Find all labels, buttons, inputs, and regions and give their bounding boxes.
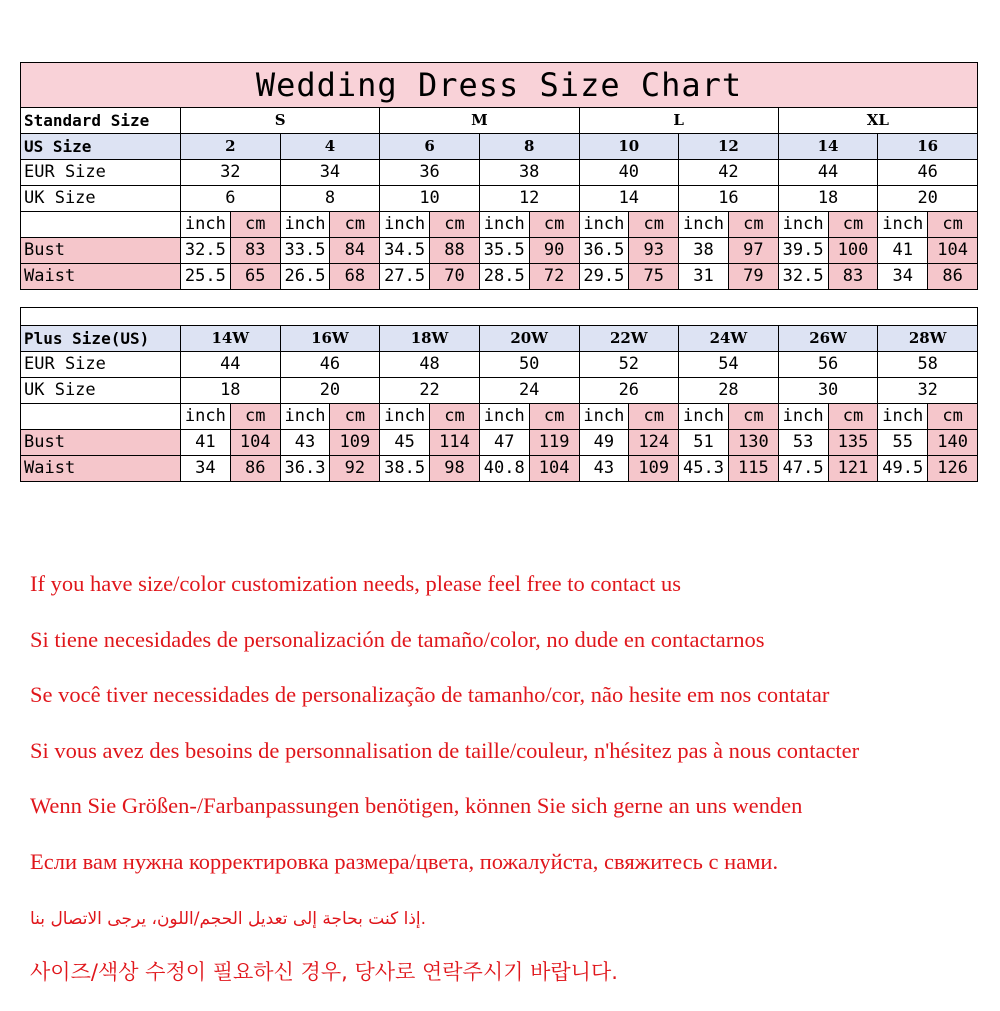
waist-value-cell: 86 xyxy=(230,456,280,482)
bust-label: Bust xyxy=(21,430,181,456)
uk-size-cell: 26 xyxy=(579,378,679,404)
unit-cm-cell: cm xyxy=(928,404,978,430)
waist-value-cell: 31 xyxy=(679,264,729,290)
waist-value-cell: 28.5 xyxy=(479,264,529,290)
waist-value-cell: 25.5 xyxy=(181,264,231,290)
bust-value-cell: 35.5 xyxy=(479,238,529,264)
waist-value-cell: 38.5 xyxy=(380,456,430,482)
us-size-cell: 10 xyxy=(579,134,679,160)
us-size-cell: 2 xyxy=(181,134,281,160)
bust-value-cell: 119 xyxy=(529,430,579,456)
waist-value-cell: 83 xyxy=(828,264,878,290)
waist-value-cell: 86 xyxy=(928,264,978,290)
waist-value-cell: 47.5 xyxy=(778,456,828,482)
unit-cm-cell: cm xyxy=(529,404,579,430)
unit-inch-cell: inch xyxy=(280,212,330,238)
waist-value-cell: 34 xyxy=(878,264,928,290)
eur-size-cell: 54 xyxy=(679,352,779,378)
us-size-cell: 12 xyxy=(679,134,779,160)
eur-size-label: EUR Size xyxy=(21,352,181,378)
us-size-cell: 6 xyxy=(380,134,480,160)
unit-inch-cell: inch xyxy=(181,212,231,238)
us-size-cell: 4 xyxy=(280,134,380,160)
uk-size-cell: 32 xyxy=(878,378,978,404)
unit-cm-cell: cm xyxy=(529,212,579,238)
unit-inch-cell: inch xyxy=(679,212,729,238)
unit-inch-cell: inch xyxy=(878,404,928,430)
uk-size-cell: 8 xyxy=(280,186,380,212)
bust-value-cell: 114 xyxy=(430,430,480,456)
bust-value-cell: 135 xyxy=(828,430,878,456)
eur-size-cell: 34 xyxy=(280,160,380,186)
unit-row-blank xyxy=(21,404,181,430)
eur-size-cell: 46 xyxy=(878,160,978,186)
unit-cm-cell: cm xyxy=(728,404,778,430)
bust-value-cell: 109 xyxy=(330,430,380,456)
unit-cm-cell: cm xyxy=(230,212,280,238)
plus-size-cell: 18W xyxy=(380,326,480,352)
bust-row xyxy=(21,430,978,456)
note-korean: 사이즈/색상 수정이 필요하신 경우, 당사로 연락주시기 바랍니다. xyxy=(30,960,618,985)
waist-value-cell: 126 xyxy=(928,456,978,482)
us-size-cell: 14 xyxy=(778,134,878,160)
unit-cm-cell: cm xyxy=(430,404,480,430)
eur-size-cell: 44 xyxy=(181,352,281,378)
uk-size-cell: 20 xyxy=(878,186,978,212)
waist-value-cell: 98 xyxy=(430,456,480,482)
unit-row-blank xyxy=(21,212,181,238)
unit-cm-cell: cm xyxy=(629,212,679,238)
waist-value-cell: 29.5 xyxy=(579,264,629,290)
waist-value-cell: 34 xyxy=(181,456,231,482)
uk-size-row xyxy=(21,378,978,404)
bust-value-cell: 51 xyxy=(679,430,729,456)
unit-inch-cell: inch xyxy=(380,212,430,238)
unit-cm-cell: cm xyxy=(828,212,878,238)
unit-cm-cell: cm xyxy=(230,404,280,430)
note-german: Wenn Sie Größen-/Farbanpassungen benötigen, können Sie sich gerne an uns wenden xyxy=(30,793,803,819)
uk-size-cell: 20 xyxy=(280,378,380,404)
bust-label: Bust xyxy=(21,238,181,264)
unit-cm-cell: cm xyxy=(330,212,380,238)
unit-inch-cell: inch xyxy=(778,404,828,430)
plus-size-cell: 20W xyxy=(479,326,579,352)
uk-size-cell: 18 xyxy=(778,186,878,212)
bust-value-cell: 41 xyxy=(878,238,928,264)
waist-row xyxy=(21,456,978,482)
uk-size-label: UK Size xyxy=(21,378,181,404)
uk-size-cell: 30 xyxy=(778,378,878,404)
note-spanish: Si tiene necesidades de personalización de tamaño/color, no dude en contactarnos xyxy=(30,626,765,652)
waist-value-cell: 115 xyxy=(728,456,778,482)
waist-value-cell: 27.5 xyxy=(380,264,430,290)
eur-size-label: EUR Size xyxy=(21,160,181,186)
uk-size-cell: 24 xyxy=(479,378,579,404)
eur-size-cell: 50 xyxy=(479,352,579,378)
us-size-row xyxy=(21,134,978,160)
plus-size-cell: 14W xyxy=(181,326,281,352)
waist-value-cell: 75 xyxy=(629,264,679,290)
waist-row xyxy=(21,264,978,290)
note-portuguese: Se você tiver necessidades de personalização de tamanho/cor, não hesite em nos contatar xyxy=(30,682,830,708)
waist-value-cell: 68 xyxy=(330,264,380,290)
bust-value-cell: 104 xyxy=(230,430,280,456)
us-size-cell: 8 xyxy=(479,134,579,160)
unit-cm-cell: cm xyxy=(430,212,480,238)
bust-value-cell: 47 xyxy=(479,430,529,456)
uk-size-cell: 10 xyxy=(380,186,480,212)
unit-cm-cell: cm xyxy=(728,212,778,238)
unit-cm-cell: cm xyxy=(928,212,978,238)
eur-size-cell: 38 xyxy=(479,160,579,186)
bust-value-cell: 33.5 xyxy=(280,238,330,264)
uk-size-label: UK Size xyxy=(21,186,181,212)
bust-value-cell: 45 xyxy=(380,430,430,456)
uk-size-cell: 28 xyxy=(679,378,779,404)
size-group-cell: S xyxy=(181,108,380,134)
eur-size-cell: 52 xyxy=(579,352,679,378)
waist-value-cell: 49.5 xyxy=(878,456,928,482)
bust-value-cell: 53 xyxy=(778,430,828,456)
eur-size-row xyxy=(21,352,978,378)
uk-size-cell: 6 xyxy=(181,186,281,212)
unit-inch-cell: inch xyxy=(579,212,629,238)
bust-value-cell: 93 xyxy=(629,238,679,264)
note-arabic: .إذا كنت بحاجة إلى تعديل الحجم/اللون، يرجى الاتصال بنا xyxy=(30,908,427,929)
waist-value-cell: 32.5 xyxy=(778,264,828,290)
bust-value-cell: 43 xyxy=(280,430,330,456)
plus-size-cell: 16W xyxy=(280,326,380,352)
size-group-cell: M xyxy=(380,108,579,134)
waist-value-cell: 36.3 xyxy=(280,456,330,482)
waist-value-cell: 104 xyxy=(529,456,579,482)
waist-label: Waist xyxy=(21,264,181,290)
bust-value-cell: 83 xyxy=(230,238,280,264)
uk-size-cell: 14 xyxy=(579,186,679,212)
eur-size-cell: 58 xyxy=(878,352,978,378)
unit-row xyxy=(21,212,978,238)
unit-inch-cell: inch xyxy=(778,212,828,238)
plus-size-cell: 24W xyxy=(679,326,779,352)
bust-value-cell: 88 xyxy=(430,238,480,264)
unit-row xyxy=(21,404,978,430)
bust-value-cell: 100 xyxy=(828,238,878,264)
plus-size-table xyxy=(20,307,978,482)
bust-row xyxy=(21,238,978,264)
waist-label: Waist xyxy=(21,456,181,482)
eur-size-cell: 56 xyxy=(778,352,878,378)
bust-value-cell: 104 xyxy=(928,238,978,264)
plus-size-cell: 26W xyxy=(778,326,878,352)
eur-size-cell: 32 xyxy=(181,160,281,186)
standard-size-label: Standard Size xyxy=(21,108,181,134)
unit-inch-cell: inch xyxy=(579,404,629,430)
us-size-label: US Size xyxy=(21,134,181,160)
unit-inch-cell: inch xyxy=(181,404,231,430)
us-size-cell: 16 xyxy=(878,134,978,160)
bust-value-cell: 32.5 xyxy=(181,238,231,264)
plus-size-cell: 22W xyxy=(579,326,679,352)
table-spacer xyxy=(21,308,978,326)
uk-size-row xyxy=(21,186,978,212)
bust-value-cell: 34.5 xyxy=(380,238,430,264)
waist-value-cell: 70 xyxy=(430,264,480,290)
standard-size-row xyxy=(21,108,978,134)
bust-value-cell: 84 xyxy=(330,238,380,264)
unit-inch-cell: inch xyxy=(679,404,729,430)
bust-value-cell: 36.5 xyxy=(579,238,629,264)
standard-size-table xyxy=(20,62,978,290)
bust-value-cell: 41 xyxy=(181,430,231,456)
note-french: Si vous avez des besoins de personnalisation de taille/couleur, n'hésitez pas à nous contacter xyxy=(30,737,860,763)
unit-cm-cell: cm xyxy=(629,404,679,430)
size-group-cell: L xyxy=(579,108,778,134)
bust-value-cell: 38 xyxy=(679,238,729,264)
note-english: If you have size/color customization needs, please feel free to contact us xyxy=(30,571,681,596)
eur-size-cell: 44 xyxy=(778,160,878,186)
unit-cm-cell: cm xyxy=(330,404,380,430)
bust-value-cell: 55 xyxy=(878,430,928,456)
bust-value-cell: 49 xyxy=(579,430,629,456)
eur-size-cell: 48 xyxy=(380,352,480,378)
waist-value-cell: 109 xyxy=(629,456,679,482)
bust-value-cell: 140 xyxy=(928,430,978,456)
eur-size-cell: 42 xyxy=(679,160,779,186)
uk-size-cell: 16 xyxy=(679,186,779,212)
bust-value-cell: 130 xyxy=(728,430,778,456)
waist-value-cell: 26.5 xyxy=(280,264,330,290)
waist-value-cell: 45.3 xyxy=(679,456,729,482)
unit-inch-cell: inch xyxy=(878,212,928,238)
note-russian: Если вам нужна корректировка размера/цвета, пожалуйста, свяжитесь с нами. xyxy=(30,848,779,874)
unit-inch-cell: inch xyxy=(280,404,330,430)
customization-notes xyxy=(30,566,990,1011)
eur-size-cell: 40 xyxy=(579,160,679,186)
plus-size-label: Plus Size(US) xyxy=(21,326,181,352)
bust-value-cell: 124 xyxy=(629,430,679,456)
eur-size-row xyxy=(21,160,978,186)
uk-size-cell: 12 xyxy=(479,186,579,212)
waist-value-cell: 40.8 xyxy=(479,456,529,482)
plus-size-cell: 28W xyxy=(878,326,978,352)
waist-value-cell: 43 xyxy=(579,456,629,482)
uk-size-cell: 18 xyxy=(181,378,281,404)
uk-size-cell: 22 xyxy=(380,378,480,404)
waist-value-cell: 65 xyxy=(230,264,280,290)
plus-size-row xyxy=(21,326,978,352)
unit-inch-cell: inch xyxy=(479,404,529,430)
unit-inch-cell: inch xyxy=(479,212,529,238)
unit-inch-cell: inch xyxy=(380,404,430,430)
bust-value-cell: 97 xyxy=(728,238,778,264)
waist-value-cell: 92 xyxy=(330,456,380,482)
chart-title: Wedding Dress Size Chart xyxy=(21,63,978,108)
size-group-cell: XL xyxy=(778,108,977,134)
eur-size-cell: 46 xyxy=(280,352,380,378)
waist-value-cell: 72 xyxy=(529,264,579,290)
eur-size-cell: 36 xyxy=(380,160,480,186)
waist-value-cell: 121 xyxy=(828,456,878,482)
unit-cm-cell: cm xyxy=(828,404,878,430)
bust-value-cell: 90 xyxy=(529,238,579,264)
waist-value-cell: 79 xyxy=(728,264,778,290)
bust-value-cell: 39.5 xyxy=(778,238,828,264)
